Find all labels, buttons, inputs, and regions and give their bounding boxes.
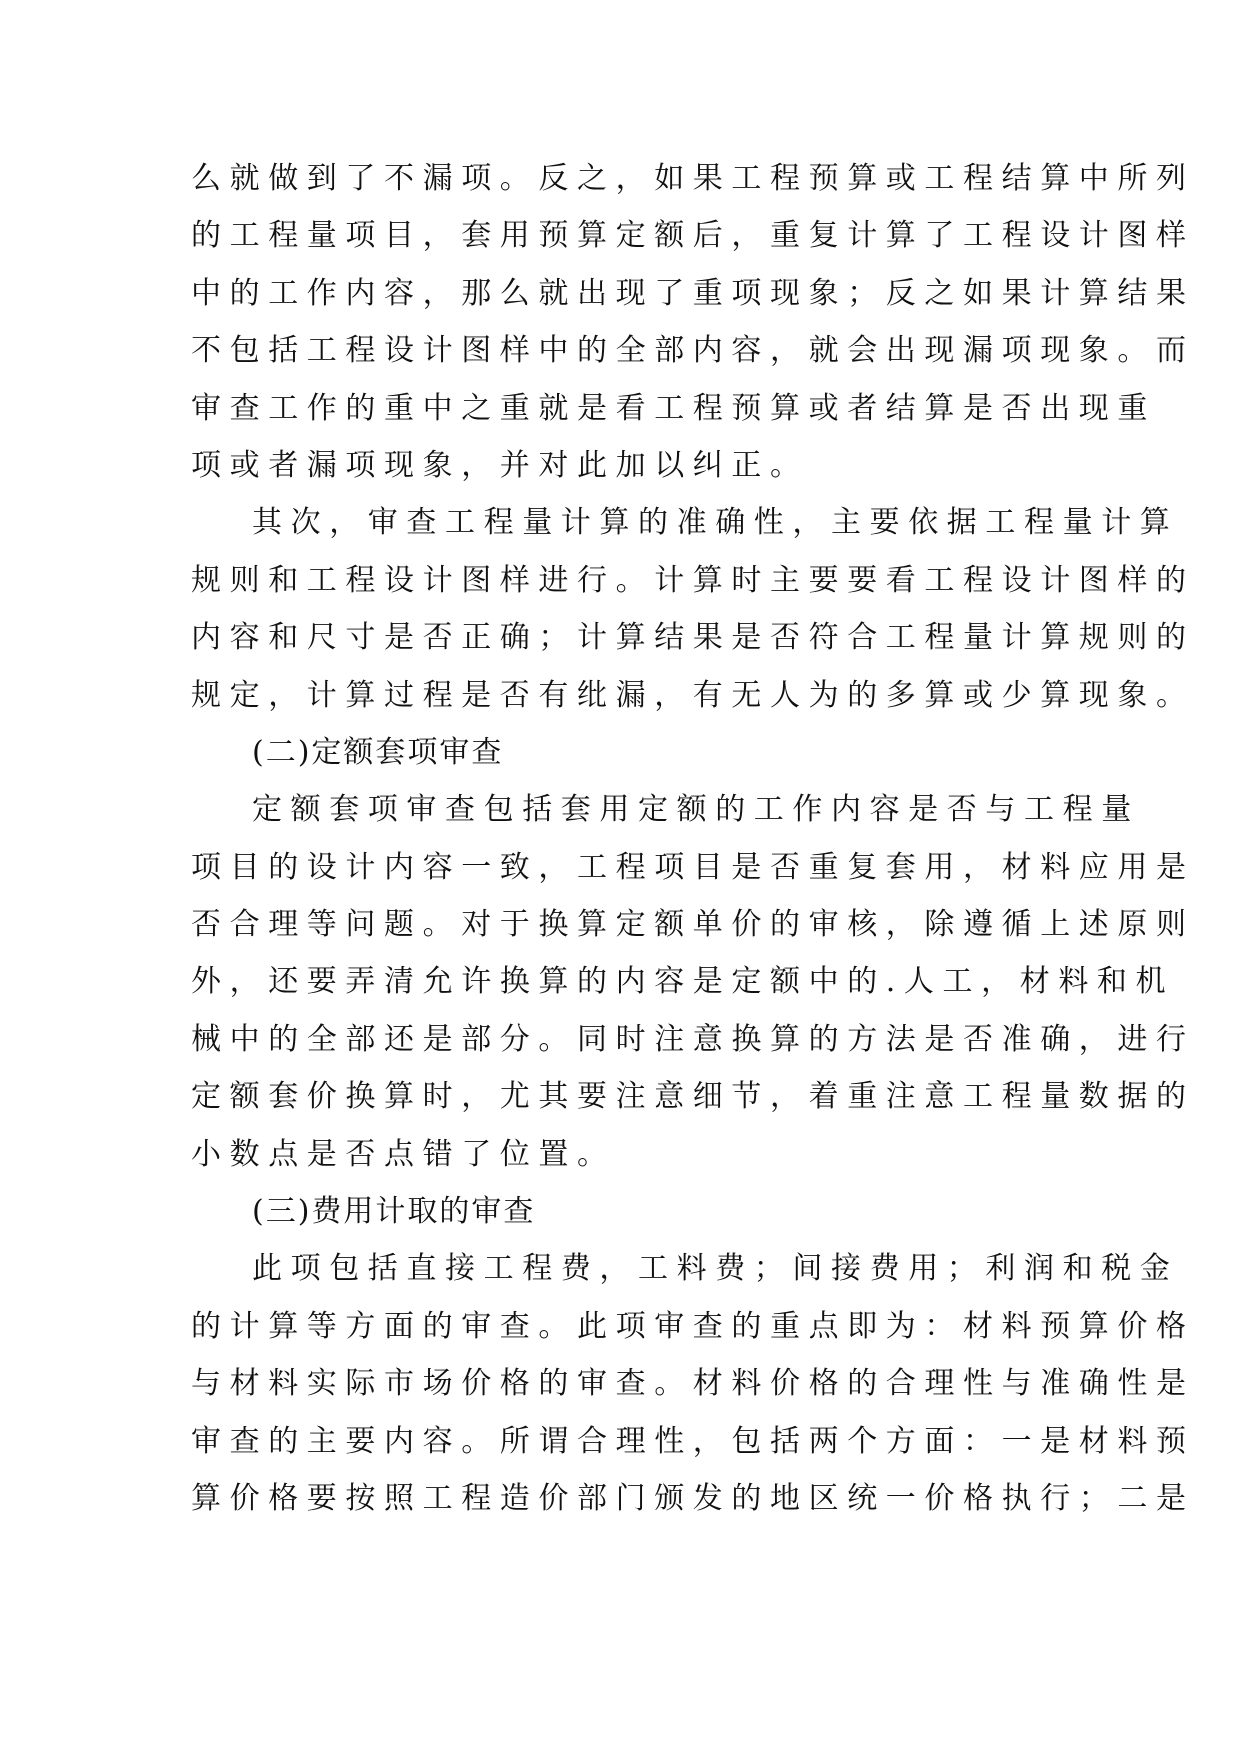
text-line: 不包括工程设计图样中的全部内容，就会出现漏项现象。而 xyxy=(191,333,1195,369)
text-line: 械中的全部还是部分。同时注意换算的方法是否准确，进行 xyxy=(191,1021,1195,1057)
text-line: 定额套价换算时，尤其要注意细节，着重注意工程量数据的 xyxy=(191,1079,1195,1115)
text-line: 的工程量项目，套用预算定额后，重复计算了工程设计图样 xyxy=(191,218,1195,254)
text-line: 的计算等方面的审查。此项审查的重点即为：材料预算价格 xyxy=(191,1308,1195,1344)
text-line: 么就做到了不漏项。反之，如果工程预算或工程结算中所列 xyxy=(191,161,1195,196)
text-line: 其次，审查工程量计算的准确性，主要依据工程量计算 xyxy=(252,505,1179,541)
text-line: 否合理等问题。对于换算定额单价的审核，除遵循上述原则 xyxy=(191,907,1195,943)
section-heading: (二)定额套项审查 xyxy=(252,734,504,770)
text-line: 规定，计算过程是否有纰漏，有无人为的多算或少算现象。 xyxy=(191,677,1195,713)
text-line: 定额套项审查包括套用定额的工作内容是否与工程量 xyxy=(252,792,1140,828)
text-line: 此项包括直接工程费，工料费；间接费用；利润和税金 xyxy=(252,1251,1179,1287)
text-line: 算价格要按照工程造价部门颁发的地区统一价格执行；二是 xyxy=(191,1480,1195,1516)
text-line: 项或者漏项现象，并对此加以纠正。 xyxy=(191,447,809,483)
text-line: 小数点是否点错了位置。 xyxy=(191,1136,616,1172)
section-heading: (三)费用计取的审查 xyxy=(252,1194,536,1230)
text-line: 中的工作内容，那么就出现了重项现象；反之如果计算结果 xyxy=(191,275,1195,311)
body-text xyxy=(191,160,1195,1537)
text-line: 审查的主要内容。所谓合理性，包括两个方面：一是材料预 xyxy=(191,1423,1195,1459)
text-line: 规则和工程设计图样进行。计算时主要要看工程设计图样的 xyxy=(191,562,1195,598)
text-line: 内容和尺寸是否正确；计算结果是否符合工程量计算规则的 xyxy=(191,620,1195,656)
text-line: 与材料实际市场价格的审查。材料价格的合理性与准确性是 xyxy=(191,1366,1195,1402)
text-line: 项目的设计内容一致，工程项目是否重复套用，材料应用是 xyxy=(191,849,1195,885)
text-line: 审查工作的重中之重就是看工程预算或者结算是否出现重 xyxy=(191,390,1156,426)
text-line: 外，还要弄清允许换算的内容是定额中的.人工，材料和机 xyxy=(191,964,1175,1000)
